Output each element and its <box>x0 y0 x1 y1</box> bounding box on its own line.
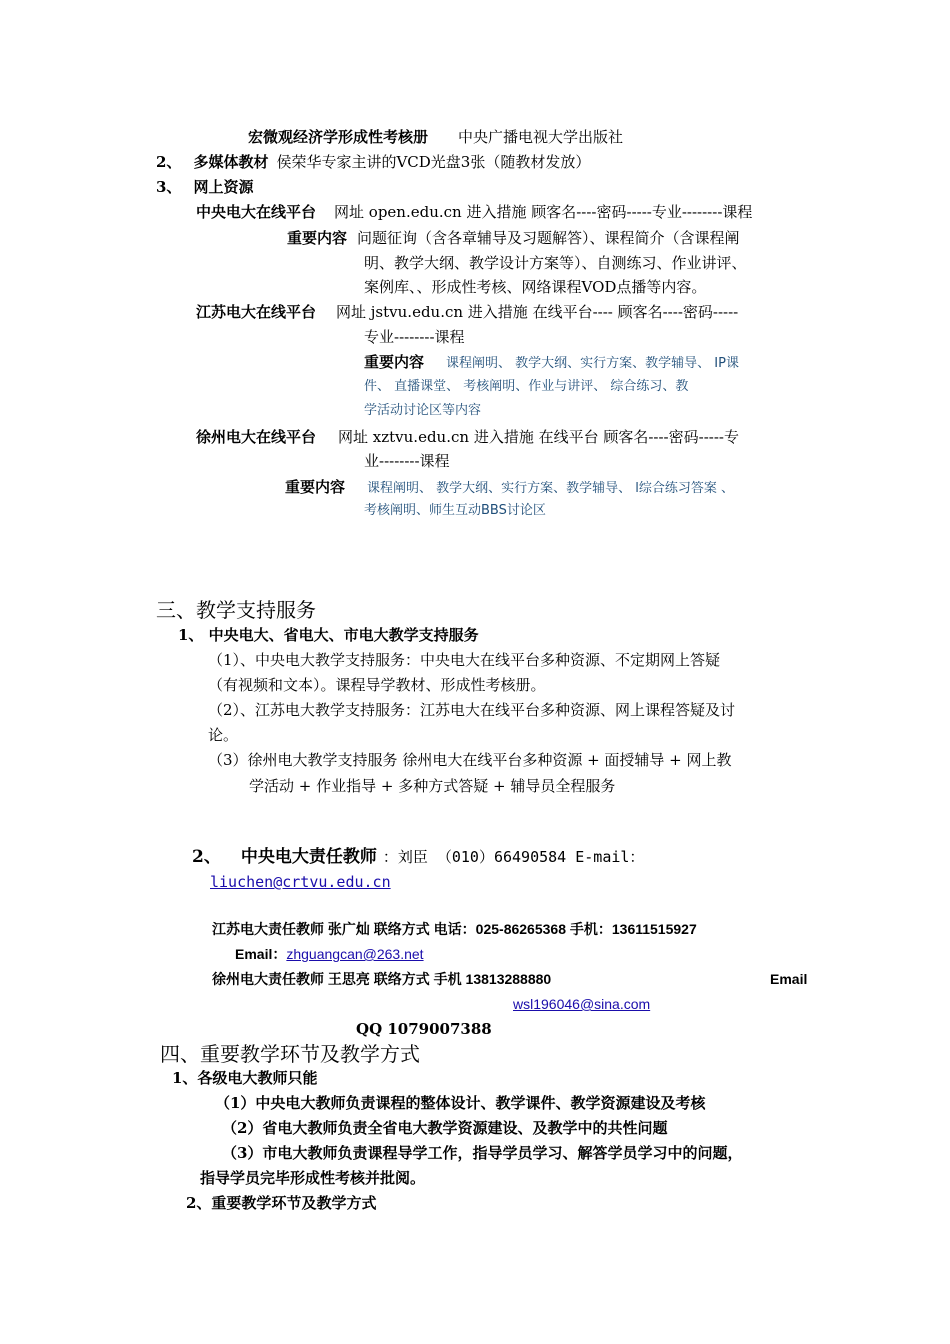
teacher-central-info: ：刘臣 （010）66490584 E-mail： <box>382 848 645 866</box>
key-content-label: 重要内容 <box>364 353 425 371</box>
section-3-heading: 三、教学支持服务 <box>156 598 316 622</box>
duty-central: （1）中央电大教师负责课程的整体设计、教学课件、教学资源建设及考核 <box>215 1094 706 1112</box>
teacher-jiangsu-email-line <box>235 944 424 964</box>
jiangsu-content-line-2: 件、 直播课堂、 考核阐明、作业与讲评、 综合练习、教 <box>364 379 689 394</box>
jiangsu-platform-line <box>196 302 738 322</box>
jiangsu-platform-access: 网址 jstvu.edu.cn 进入措施 在线平台---- 顾客名----密码----- <box>336 303 739 321</box>
section-4-heading: 四、重要教学环节及教学方式 <box>160 1042 420 1066</box>
teacher-jiangsu-line: 江苏电大责任教师 张广灿 联络方式 电话：025-86265368 手机：13611515927 <box>212 921 697 937</box>
item-number: 3、 <box>156 178 182 196</box>
section-4-sub-1: 1、各级电大教师只能 <box>172 1069 318 1087</box>
item-number: 2、 <box>192 847 221 867</box>
xuzhou-platform-line-2: 业--------课程 <box>364 452 450 470</box>
jiangsu-platform-line-2: 专业--------课程 <box>364 328 465 346</box>
support-central-line-2: （有视频和文本）。课程导学教材、形成性考核册。 <box>208 676 546 694</box>
email-link[interactable]: wsl196046@sina.com <box>513 996 651 1012</box>
central-content-line-2: 明、教学大纲、教学设计方案等）、自测练习、作业讲评、 <box>364 254 747 272</box>
xuzhou-platform-line <box>196 427 739 447</box>
support-central-line-1: （1）、中央电大教学支持服务：中央电大在线平台多种资源、不定期网上答疑 <box>208 651 721 669</box>
key-content-label: 重要内容 <box>285 478 346 496</box>
teacher-central-email[interactable] <box>210 872 391 892</box>
section-4-sub-2: 2、重要教学环节及教学方式 <box>186 1194 377 1212</box>
item-multimedia <box>156 152 590 172</box>
teacher-xuzhou-qq: QQ 1079007388 <box>356 1020 492 1038</box>
xuzhou-platform-access: 网址 xztvu.edu.cn 进入措施 在线平台 顾客名----密码-----专 <box>338 428 739 446</box>
email-link[interactable]: zhguangcan@263.net <box>286 946 424 962</box>
support-xuzhou-line-1: （3）徐州电大教学支持服务 徐州电大在线平台多种资源 + 面授辅导 + 网上教 <box>208 751 732 769</box>
textbook-publisher: 中央广播电视大学出版社 <box>458 128 624 146</box>
teacher-xuzhou-email-label: Email <box>770 971 808 987</box>
key-content-text: 问题征询（含各章辅导及习题解答）、课程简介（含课程阐 <box>357 229 740 247</box>
xuzhou-key-content <box>285 477 734 499</box>
teacher-xuzhou-email[interactable] <box>513 994 650 1014</box>
support-xuzhou-line-2: 学活动 + 作业指导 + 多种方式答疑 + 辅导员全程服务 <box>249 777 616 795</box>
email-link[interactable]: liuchen@crtvu.edu.cn <box>210 873 391 891</box>
teacher-central-label: 中央电大责任教师 <box>240 847 377 867</box>
item-text: 侯荣华专家主讲的VCD光盘3张（随教材发放） <box>276 153 591 171</box>
item-online-resources <box>156 177 253 197</box>
duty-city-line-1: （3）市电大教师负责课程导学工作，指导学员学习、解答学员学习中的问题， <box>222 1144 743 1162</box>
duty-city-line-2: 指导学员完毕形成性考核并批阅。 <box>200 1169 426 1187</box>
teacher-central-line <box>192 846 644 868</box>
central-content-line-3: 案例库、、形成性考核、网络课程VOD点播等内容。 <box>364 278 707 296</box>
central-platform-label: 中央电大在线平台 <box>196 203 317 221</box>
textbook-line <box>248 127 623 147</box>
item-label: 多媒体教材 <box>193 153 269 171</box>
support-jiangsu-line-1: （2）、江苏电大教学支持服务：江苏电大在线平台多种资源、网上课程答疑及讨 <box>208 701 736 719</box>
teacher-xuzhou-line: 徐州电大责任教师 王思亮 联络方式 手机 13813288880 <box>212 971 552 987</box>
jiangsu-platform-label: 江苏电大在线平台 <box>196 303 317 321</box>
key-content-label: 重要内容 <box>287 229 348 247</box>
central-key-content <box>287 228 740 248</box>
item-number: 2、 <box>156 153 182 171</box>
jiangsu-key-content <box>364 352 739 374</box>
central-platform-access: 网址 open.edu.cn 进入措施 顾客名----密码-----专业--------课程 <box>334 203 753 221</box>
central-platform-line <box>196 202 752 222</box>
jiangsu-content-line-3: 学活动讨论区等内容 <box>364 403 482 418</box>
item-label: 网上资源 <box>193 178 254 196</box>
key-content-text: 课程阐明、 教学大纲、实行方案、教学辅导、 IP课 <box>446 356 739 371</box>
email-label: Email： <box>235 946 287 962</box>
support-jiangsu-line-2: 论。 <box>208 726 239 744</box>
textbook-title: 宏微观经济学形成性考核册 <box>248 128 429 146</box>
xuzhou-platform-label: 徐州电大在线平台 <box>196 428 317 446</box>
key-content-text: 课程阐明、 教学大纲、实行方案、教学辅导、 l综合练习答案 、 <box>367 481 735 496</box>
duty-provincial: （2）省电大教师负责全省电大教学资源建设、及教学中的共性问题 <box>222 1119 668 1137</box>
section-3-sub-1: 1、 中央电大、省电大、市电大教学支持服务 <box>178 626 479 644</box>
xuzhou-content-line-2: 考核阐明、师生互动BBS讨论区 <box>364 503 546 518</box>
